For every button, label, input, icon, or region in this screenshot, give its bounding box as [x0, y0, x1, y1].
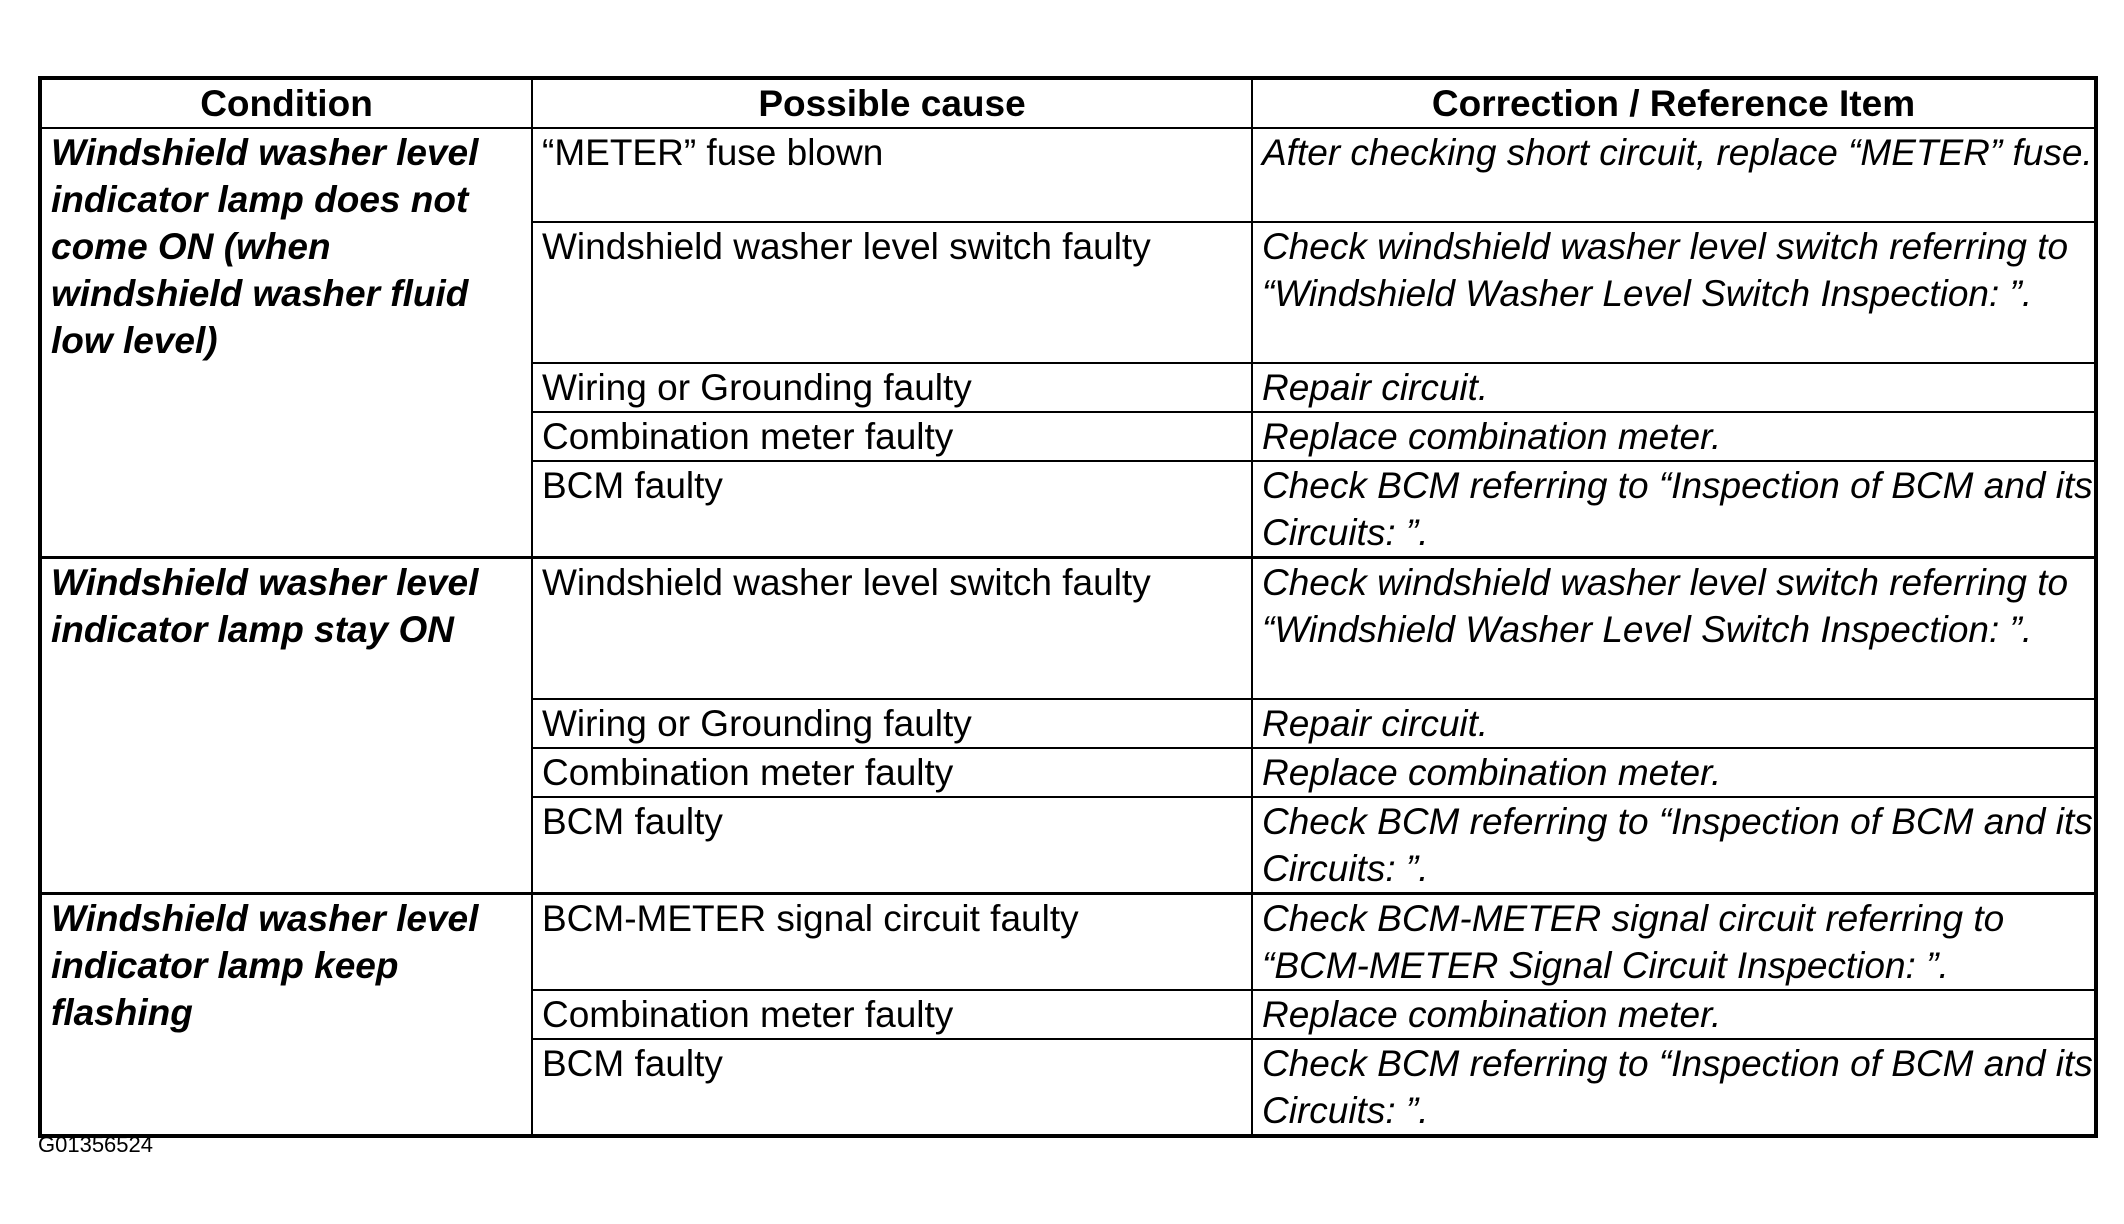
header-correction: Correction / Reference Item: [1252, 78, 2096, 128]
correction-cell: Repair circuit.: [1252, 699, 2096, 748]
table-row: [40, 893, 2096, 990]
cause-cell: “METER” fuse blown: [532, 128, 1252, 222]
cause-cell: Combination meter faulty: [532, 990, 1252, 1039]
table-row: [40, 558, 2096, 699]
correction-cell: Check BCM-METER signal circuit referring to “BCM-METER Signal Circuit Inspection: ”.: [1252, 893, 2096, 990]
cause-cell: BCM faulty: [532, 461, 1252, 558]
condition-cell: Windshield washer level indicator lamp keep flashing: [40, 893, 532, 1136]
troubleshooting-table: [38, 76, 2098, 1138]
cause-cell: BCM faulty: [532, 797, 1252, 894]
header-row: [40, 78, 2096, 128]
cause-cell: BCM-METER signal circuit faulty: [532, 893, 1252, 990]
correction-cell: Replace combination meter.: [1252, 990, 2096, 1039]
cause-cell: BCM faulty: [532, 1039, 1252, 1136]
cause-cell: Windshield washer level switch faulty: [532, 558, 1252, 699]
correction-cell: Check windshield washer level switch referring to “Windshield Washer Level Switch Inspection: ”.: [1252, 558, 2096, 699]
cause-cell: Wiring or Grounding faulty: [532, 363, 1252, 412]
cause-cell: Windshield washer level switch faulty: [532, 222, 1252, 363]
condition-cell: Windshield washer level indicator lamp stay ON: [40, 558, 532, 894]
correction-cell: Repair circuit.: [1252, 363, 2096, 412]
header-condition: Condition: [40, 78, 532, 128]
cause-cell: Combination meter faulty: [532, 748, 1252, 797]
correction-cell: Replace combination meter.: [1252, 748, 2096, 797]
header-possible-cause: Possible cause: [532, 78, 1252, 128]
correction-cell: Check windshield washer level switch referring to “Windshield Washer Level Switch Inspection: ”.: [1252, 222, 2096, 363]
correction-cell: Check BCM referring to “Inspection of BCM and its Circuits: ”.: [1252, 461, 2096, 558]
condition-cell: Windshield washer level indicator lamp does not come ON (when windshield washer fluid low level): [40, 128, 532, 558]
figure-id: G01356524: [38, 1132, 153, 1157]
correction-cell: After checking short circuit, replace “METER” fuse.: [1252, 128, 2096, 222]
correction-cell: Check BCM referring to “Inspection of BCM and its Circuits: ”.: [1252, 797, 2096, 894]
table-row: [40, 128, 2096, 222]
cause-cell: Wiring or Grounding faulty: [532, 699, 1252, 748]
cause-cell: Combination meter faulty: [532, 412, 1252, 461]
correction-cell: Replace combination meter.: [1252, 412, 2096, 461]
correction-cell: Check BCM referring to “Inspection of BCM and its Circuits: ”.: [1252, 1039, 2096, 1136]
